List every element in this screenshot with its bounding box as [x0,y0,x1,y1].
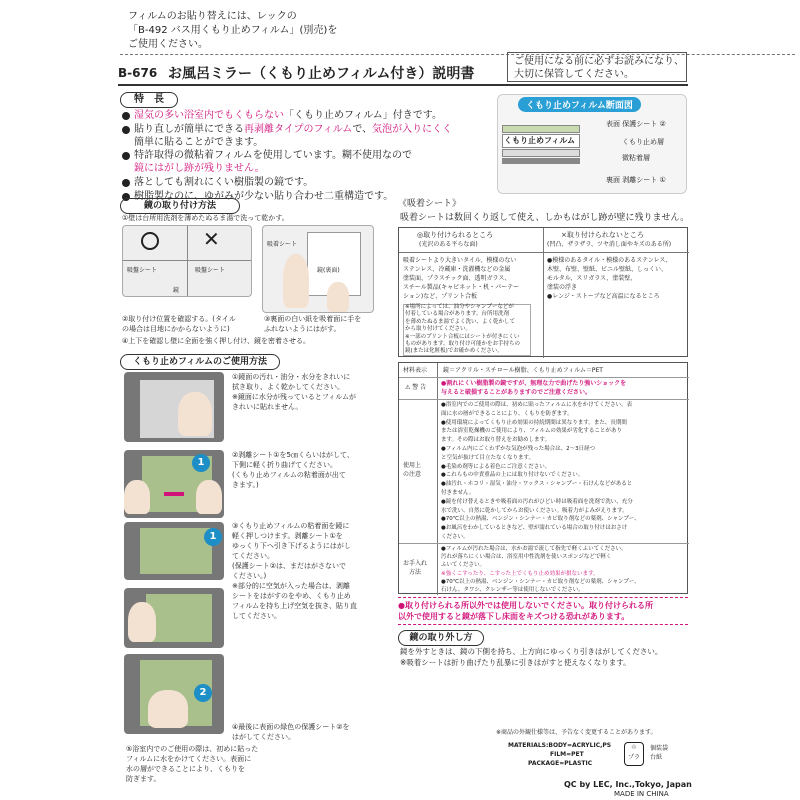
recycle-mark-icon: ♲ プラ [624,742,644,766]
wipe-illustration [124,372,224,442]
apply-illustration: 1 [124,522,224,580]
ok-list: 吸着シートより大きいタイル、模様のない ステンレス、冷蔵庫・洗濯機などの金属 塗装面、プラスチック面、透明ガラス、 スチール製品(キャビネット・机・パーテー ション)など、プリント合板 [403,257,520,300]
feature-3-highlight: 鏡にはがし跡が残りません。 [134,163,265,174]
keep-note: ご使用になる前に必ずお読みになり、 大切に保管してください。 [507,52,687,82]
refill-note: フィルムのお貼り替えには、レックの 「B-492 バス用くもり止めフィルム」(別売)を ご使用ください。 [128,11,338,50]
mount-step4: ④上下を確認し壁に全面を強く押し付け、鏡を密着させる。 [122,337,310,345]
final-illustration: 2 [124,654,224,734]
film-step2: ②剥離シート①を5㎝くらいはがして、 下側に軽く折り曲げてください。 (くもり止めフィルムの粘着面が出て きます。) [232,451,354,489]
label-adhesive: 微粘着層 [622,154,650,162]
film-step5: ⑤浴室内でのご使用の際は、初めに貼った フィルムに水をかけてください。表面に 水の層ができることにより、くもりを 防ぎます。 [126,745,259,783]
cross-section-diagram [497,94,687,194]
feature-5: 樹脂製なのに、ゆがみが少ない貼り合わせ二重構造です。 [134,191,394,202]
company: QC by LEC, Inc.,Tokyo, Japan [564,780,692,789]
label-protect: 表面 保護シート ② [606,120,666,128]
mount-step2: ②取り付け位置を確認する。(タイル の場合は目地にかからないように) [122,315,236,333]
feature-4: 落としても割れにくい樹脂製の鏡です。 [134,177,314,188]
diagram-title: くもり止めフィルム断面図 [518,97,641,112]
suction-intro: 吸着シートは数回くり返して使え、しかもはがし跡が壁に残りません。 [400,213,690,223]
tile-wall-illustration: ✕ 吸盤シート 吸盤シート 鏡 [122,225,252,297]
mounting-heading: 鏡の取り付け方法 [120,198,240,214]
removal-note: ※吸着シートは折り曲げたり乱暴に引きはがすと使えなくなります。 [400,658,631,667]
care-label: お手入れ 方法 [403,560,428,576]
bottom-warning: ●取り付けられる所以外では使用しないでください。取り付けられる所 以外で使用すると鏡が落下し床面をキズつける恐れがあります。 [398,601,653,621]
feature-2: 貼り直しが簡単にできる再剥離タイプのフィルムで、気泡が入りにくく [134,124,453,135]
mount-step3: ③裏面の白い紙を吸着面に手を ふれないようにはがす。 [264,315,362,333]
spec-note: ※商品の外観仕様等は、予告なく変更することがあります。 [496,729,657,736]
material-text: 鏡＝アクリル・スチロール樹脂、くもり止めフィルム＝PET [443,367,603,374]
mount-step1: ①壁は台所用洗剤を薄めたぬるま湯で洗って乾かす。 [122,214,289,222]
back-illustration: 吸着シート 鏡(裏面) [262,225,374,313]
feature-1: 湿気の多い浴室内でもくもらない「くもり止めフィルム」付きです。 [134,110,442,121]
removal-heading: 鏡の取り外し方 [398,630,484,646]
materials: MATERIALS:BODY=ACRYLIC,PS FILM=PET PACKAGE=PLASTIC [508,742,612,767]
warning-label: ⚠ 警 告 [405,384,427,391]
product-code: B-676 [118,66,158,80]
features-heading: 特 長 [120,92,178,108]
label-antifog: くもり止め層 [622,138,664,146]
film-step1: ①鏡面の汚れ・油分・水分をきれいに 拭き取り、よく乾かしてください。 ※鏡面に水分が残っているとフィルムが きれいに貼れません。 [232,373,357,411]
warning-text: ●割れにくい樹脂製の鏡ですが、無理な力で曲げたり強いショックを 与えると破損することがありますのでご注意ください。 [441,380,627,396]
caution-label: 使用上 の注意 [403,462,422,478]
film-label: くもり止めフィルム [504,136,576,145]
film-usage-heading: くもり止めフィルムのご使用方法 [120,354,280,370]
peel-illustration: 1 [124,450,224,518]
ng-list: ●模様のあるタイル・模様のあるステンレス、 木壁、布壁、壁紙、ビニル壁紙、しっくい、 モルタル、スリガラス、塗装壁、 塗装の浮き ●レンジ・ストーブなど高温になるところ [547,257,672,300]
ok-note: ※場所によっては、油分やシャンプーなどが 付着している場合があります。台所用洗剤 を薄めたぬるま湯でよく洗い、よく乾かして から取り付けてください。 ※一部のプリント合板にはシートが付きにくい ものがあります。取り付け可能かをお手持ちの 鏡(または化粧板)でお確かめください。 [405,304,521,355]
removal-text: 鏡を外すときは、鏡の下側を持ち、上方向にゆっくり引きはがしてください。 [400,647,663,656]
suction-heading: 《吸着シート》 [398,199,462,209]
page-title: お風呂ミラー（くもり止めフィルム付き）説明書 [168,66,475,82]
caution-text: ●浴室内でのご使用の際は、初めに貼ったフィルムに水をかけてください。表 面に水の層ができることにより、くもりを防ぎます。 ●使用環境によってくもり止め効果の持続期間は異なります。また、長期間 または浴室乾燥機のご使用により、フィルムの効果が劣化することがあり ます。その際はお取り替えをお勧めします。 ●フィルム内にごくわずかな気泡が残った場合は、2～3日経つ と空気が抜けて目立たなくなります。 ●毛染め剤等による着色にご注意ください。 ●これらもの中責重品の上には取り付けないでください。 ●油汚れ・ホコリ・湿気・油分・ワックス・シャンプー・石けんなどがあると 付きません。 ●鏡を付け替えるときや吸着面の汚れがひどい時は吸着面を洗剤で洗い、充分 水で洗い、自然に乾かしてからお使いください。吸着力がよみがえります。 ●70℃以上の熱湯、ベンジン・シンナー・カビ取り剤などの薬剤、シャンプー、 ●お風呂をわかしているときなど、壁が濡れている場合の取り付けはおさけ ください。 [441,402,640,540]
spec-table: 材料表示 鏡＝アクリル・スチロール樹脂、くもり止めフィルム＝PET ⚠ 警 告 ●割れにくい樹脂製の鏡ですが、無理な力で曲げたり強いショックを 与えると破損することがありますのでご注意ください。 使用上 の注意 ●浴室内でのご使用の際は、初めに貼ったフィルムに水をかけてください。表 面に水の層ができることにより、くもりを防ぎます。 ●使用環境によってくもり止め効果の持続期間は異なります。また、長期間 または浴室乾燥機のご使用により、フィルムの効果が劣化することがあり ます。その際はお取り替えをお勧めします。 ●フィルム内にごくわずかな気泡が残った場合は、2～3日経つ と空気が抜けて目立たなくなります。 ●毛染め剤等による着色にご注意ください。 ●これらもの中責重品の上には取り付けないでください。 ●油汚れ・ホコリ・湿気・油分・ワックス・シャンプー・石けんなどがあると 付きません。 ●鏡を付け替えるときや吸着面の汚れがひどい時は吸着面を洗剤で洗い、充分 水で洗い、自然に乾かしてからお使いください。吸着力がよみがえります。 ●70℃以上の熱湯、ベンジン・シンナー・カビ取り剤などの薬剤、シャンプー、 ●お風呂をわかしているときなど、壁が濡れている場合の取り付けはおさけ ください。 お手入れ 方法 ●フィルムが汚れた場合は、水かお湯で流して指先で軽くふいてください。 汚れが落ちにくい場合は、浴室用中性洗剤を使いスポンジなどで軽く ふいてください。 ※強くこすったり、こすった上でくもり止め効果が損ないます。 ●70℃以上の熱湯、ベンジン・シンナー・カビ取り剤などの薬剤、シャンプー、 石けん、タワシ、クレンザー等は使用しないでください。 [398,362,688,594]
origin: MADE IN CHINA [614,790,669,798]
feature-2-line2: 簡単に貼ることができます。 [134,137,264,148]
air-illustration [124,588,224,648]
suction-table: ◎取り付けられるところ (光沢のある平らな面) ×取り付けられないところ (凹凸、ザラザラ、ツヤ消し面やキズのある所) 吸着シートより大きいタイル、模様のない ステンレス、冷蔵庫・洗濯機などの金属 塗装面、プラスチック面、透明ガラス、 スチール製品(キャビネット・机・パーテー ション)など、プリント合板 ※場所によっては、油分やシャンプーなどが 付着している場合があります。台所用洗剤 を薄めたぬるま湯でよく洗い、よく乾かして から取り付けてください。 ※一部のプリント合板にはシートが付きにくい ものがあります。取り付け可能かをお手持ちの 鏡(または化粧板)でお確かめください。 ●模様のあるタイル・模様のあるステンレス、 木壁、布壁、壁紙、ビニル壁紙、しっくい、 モルタル、スリガラス、塗装壁、 塗装の浮き ●レンジ・ストーブなど高温になるところ [398,227,688,357]
feature-3: 特許取得の微粘着フィルムを使用しています。糊不使用なので [134,150,412,161]
film-step3: ③くもり止めフィルムの粘着面を鏡に 軽く押しつけます。剥離シート①を ゆっくり下へ引き下げるようにはがし てください。 (保護シート②は、まだはがさないで ください。) ※部分的に空気が入った場合は、剥離 シートをはがすのをやめ、くもり止め フィルムを持ち上げ空気を抜き、貼り直 してください。 [232,522,357,620]
label-release: 裏面 剥離シート ① [606,176,666,184]
recycle-labels: 個装袋 台紙 [650,745,669,761]
film-step4: ④最後に表面の緑色の保護シート②を はがしてください。 [232,723,350,741]
care-text: ●フィルムが汚れた場合は、水かお湯で流して指先で軽くふいてください。 汚れが落ちにくい場合は、浴室用中性洗剤を使いスポンジなどで軽く ふいてください。 ※強くこすったり、こすった上でくもり止め効果が損ないます。 ●70℃以上の熱湯、ベンジン・シンナー・カビ取り剤などの薬剤、シャンプー、 石けん、タワシ、クレンザー等は使用しないでください。 [441,546,640,594]
